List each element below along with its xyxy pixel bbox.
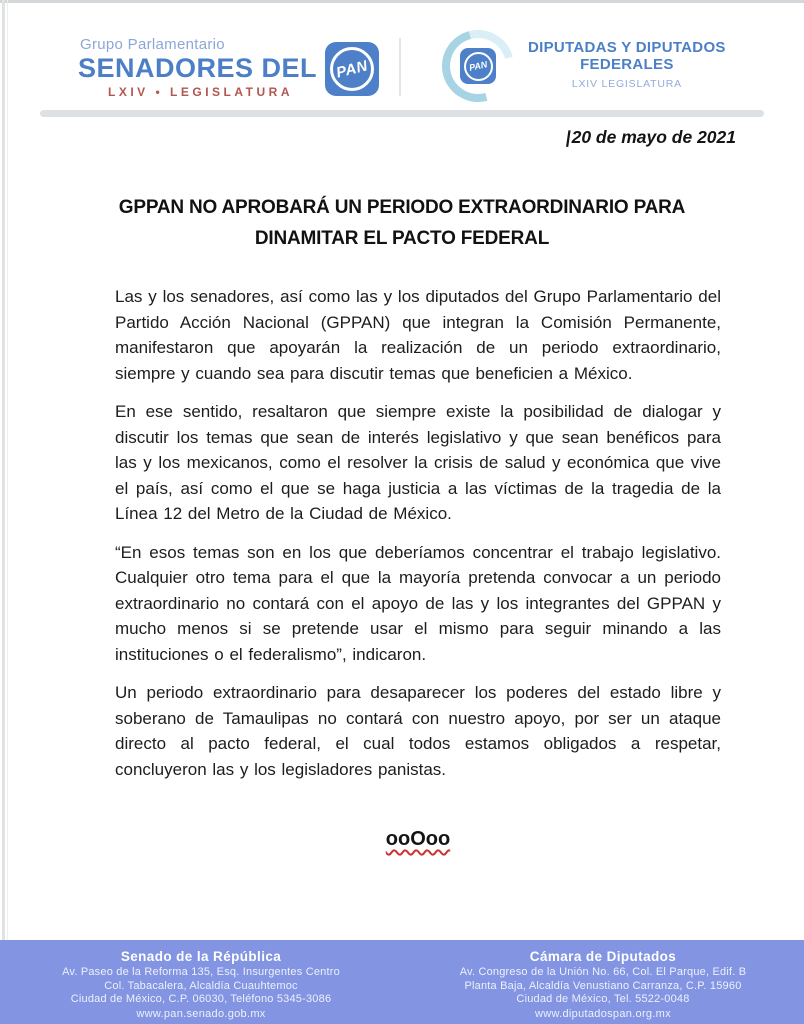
pan-circle-icon <box>429 17 527 115</box>
scan-edge-top <box>0 0 804 3</box>
letterhead <box>0 30 804 108</box>
pan-emblem-icon <box>325 42 379 96</box>
document-date <box>566 127 736 148</box>
paragraph-2: En ese sentido, resaltaron que siempre existe la posibilidad de dialogar y discutir los temas que sean de interés legislativo y que sean benéficos para las y los mexicanos, como el resolver la crisis de salud y económica que vive el país, así como el que se haga justicia a las víctimas de la tragedia de la Línea 12 del Metro de la Ciudad de México. <box>115 402 721 523</box>
deputies-title-line1: DIPUTADAS Y DIPUTADOS <box>528 39 726 56</box>
pan-emblem-ring <box>330 47 374 91</box>
footer-chamber-website: www.diputadospan.org.mx <box>535 1007 671 1020</box>
footer-chamber <box>402 940 804 1024</box>
footer-chamber-title: Cámara de Diputados <box>529 949 677 964</box>
footer-senate-address-1: Av. Paseo de la Reforma 135, Esq. Insurgentes Centro <box>62 966 340 978</box>
footer-senate-title: Senado de la Répública <box>120 949 282 964</box>
paragraph-1: Las y los senadores, así como las y los diputados del Grupo Parlamentario del Partido Acción Nacional (GPPAN) que integran la Comisión Permanente, manifestaron que apoyarán la realización de un periodo extraordinario, siempre y cuando sea para discutir temas que beneficien a México. <box>115 287 721 383</box>
paragraph-3: “En esos temas son en los que deberíamos concentrar el trabajo legislativo. Cualquier otro tema para el que la mayoría pretenda convocar a un periodo extraordinario no contará con el apoyo de las y los integrantes del GPPAN y mucho menos si se pretende usar el mismo para seguir minando a las instituciones o el federalismo”, indicaron. <box>115 542 721 664</box>
footer-band <box>0 940 804 1024</box>
footer-senate-website: www.pan.senado.gob.mx <box>136 1007 266 1020</box>
title-line-2: DINAMITAR EL PACTO FEDERAL <box>254 228 550 249</box>
date-text: 20 de mayo de 2021 <box>571 127 736 147</box>
closing-mark: ooOoo <box>385 828 451 850</box>
footer-chamber-address-2: Planta Baja, Alcaldía Venustiano Carranza, C.P. 15960 <box>464 979 742 992</box>
document-title <box>90 192 714 254</box>
senators-group-label: Grupo Parlamentario <box>80 36 225 53</box>
title-line-1: GPPAN NO APROBARÁ UN PERIODO EXTRAORDINARIO PARA <box>118 197 686 218</box>
scan-edge-left <box>2 0 5 1024</box>
header-rule <box>40 110 764 117</box>
deputies-pan-logo <box>442 30 726 102</box>
pan-emblem-label: PAN <box>334 56 370 82</box>
deputies-legislature-label: LXIV LEGISLATURA <box>571 78 682 90</box>
deputies-title-line2: FEDERALES <box>580 56 674 73</box>
header-divider <box>399 38 401 96</box>
pan-emblem-label: PAN <box>467 59 489 73</box>
paragraph-4: Un periodo extraordinario para desaparecer los poderes del estado libre y soberano de Tamaulipas no contará con nuestro apoyo, por ser un ataque directo al pacto federal, el cual todos estamos obligados a respetar, concluyeron las y los legisladores panistas. <box>115 683 721 779</box>
pan-emblem-icon <box>460 48 496 84</box>
senators-legislature-label: LXIV • LEGISLATURA <box>108 85 293 99</box>
scan-edge-left-inner <box>7 0 8 1024</box>
text-cursor-mark: | <box>564 127 573 147</box>
pan-emblem-ring <box>464 52 493 81</box>
senators-title: SENADORES DEL <box>78 53 318 83</box>
footer-chamber-address-3: Ciudad de México, Tel. 5522-0048 <box>516 993 690 1005</box>
footer-senate-address-2: Col. Tabacalera, Alcaldía Cuauhtemoc <box>104 979 298 992</box>
senators-pan-logo <box>78 36 379 99</box>
footer-chamber-address-1: Av. Congreso de la Unión No. 66, Col. El Parque, Edif. B <box>459 966 747 978</box>
footer-senate <box>0 940 402 1024</box>
document-body <box>115 284 721 851</box>
footer-senate-address-3: Ciudad de México, C.P. 06030, Teléfono 5345-3086 <box>70 993 332 1005</box>
